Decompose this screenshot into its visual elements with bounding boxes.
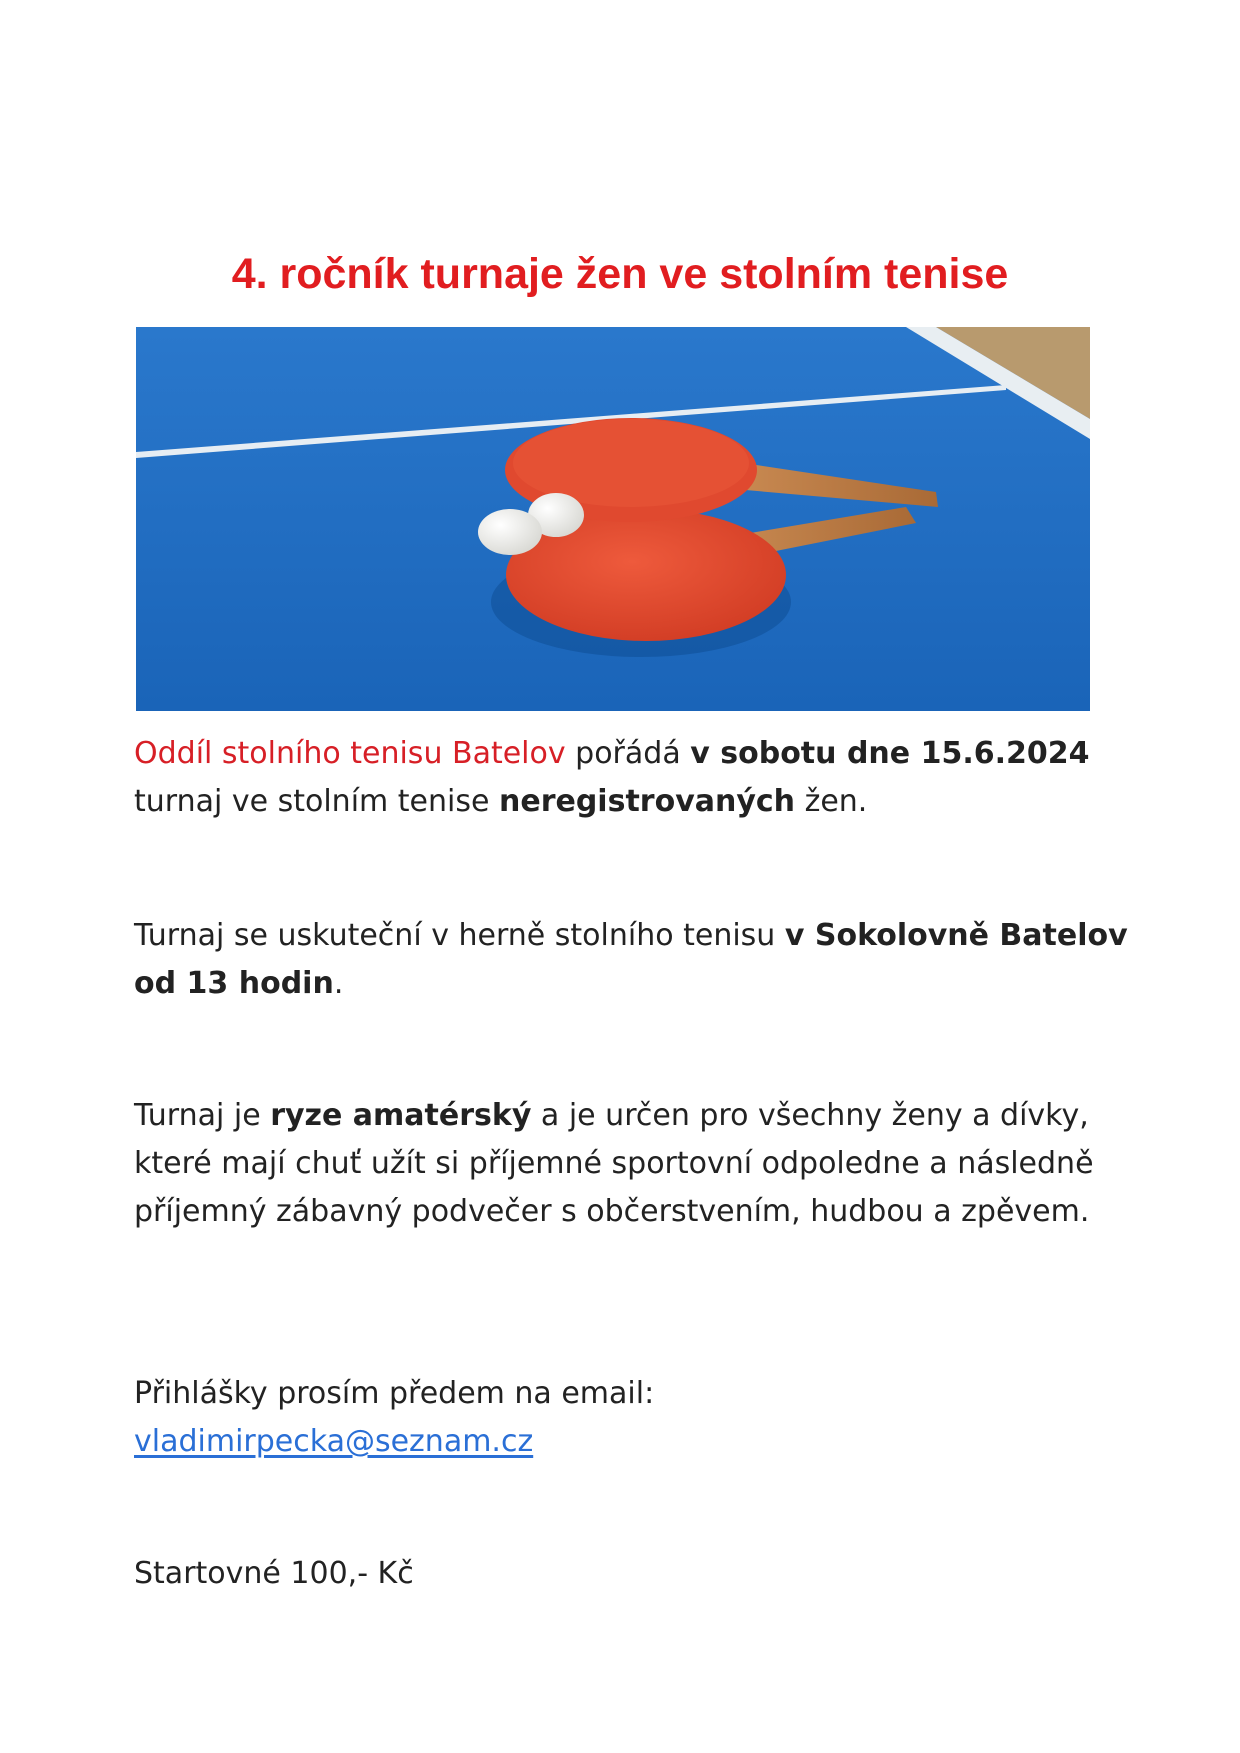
event-date: v sobotu dne 15.6.2024 [690,736,1090,771]
signup-label: Přihlášky prosím předem na email: [134,1376,655,1411]
about-end: a je určen pro všechny ženy a dívky, které mají chuť užít si příjemné sportovní odpoledne a následně příjemný zábavný podvečer s občerstvením, hudbou a zpěvem. [134,1098,1094,1229]
paddles-and-balls-illustration [136,327,1090,711]
table-tennis-photo [136,327,1090,711]
intro-verb: pořádá [565,736,691,771]
venue-end: . [333,966,344,1001]
intro-line2-start: turnaj ve stolním tenise [134,784,499,819]
venue-paragraph [134,912,1134,1008]
signup-paragraph [134,1370,1134,1466]
intro-paragraph [134,730,1134,826]
about-bold: ryze amatérský [270,1098,532,1133]
organizer-name: Oddíl stolního tenisu Batelov [134,736,566,771]
venue-bold: v Sokolovně Batelov od 13 hodin [134,918,1128,1001]
about-start: Turnaj je [134,1098,271,1133]
about-paragraph [134,1092,1114,1236]
venue-start: Turnaj se uskuteční v herně stolního tenisu [134,918,785,953]
page-title: 4. ročník turnaje žen ve stolním tenise [231,250,1009,298]
signup-email-link[interactable]: vladimirpecka@seznam.cz [134,1424,534,1459]
intro-line2-bold: neregistrovaných [498,784,796,819]
entry-fee: Startovné 100,- Kč [134,1556,414,1591]
intro-line2-end: žen. [795,784,868,819]
